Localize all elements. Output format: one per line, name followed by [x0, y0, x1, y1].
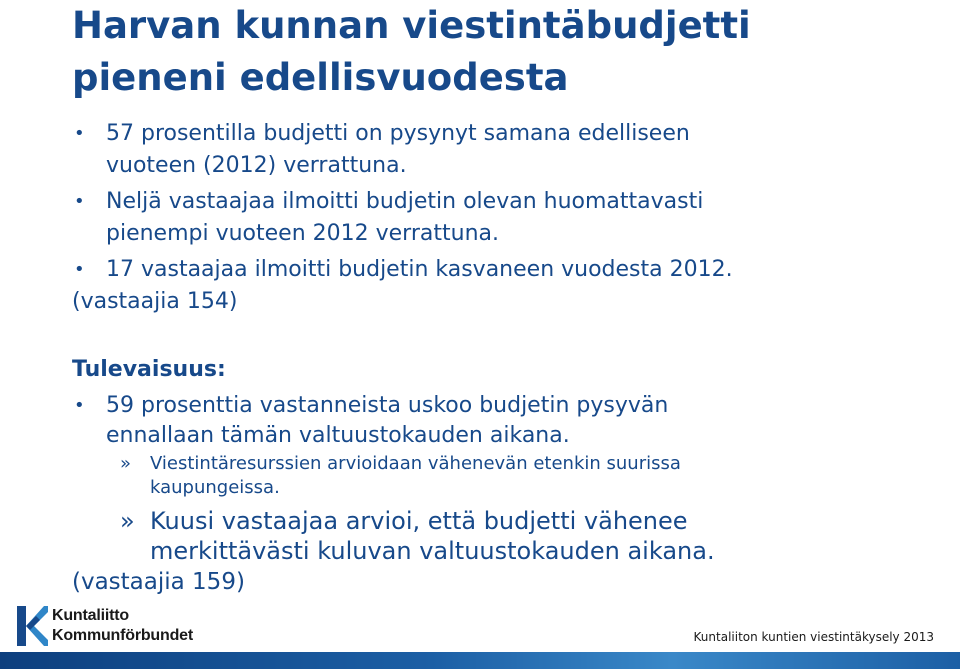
budget-bullets [72, 118, 952, 318]
bullet-line: ennallaan tämän valtuustokauden aikana. [106, 423, 570, 448]
slide-title [72, 0, 952, 104]
bullet-item [72, 390, 952, 450]
bullet-dot-icon: • [74, 123, 85, 144]
sub-bullet-line: merkittävästi kuluvan valtuustokauden aikana. [150, 537, 715, 565]
bullet-item [72, 254, 952, 286]
future-section [72, 354, 952, 598]
bullet-line: 57 prosentilla budjetti on pysynyt samana edelliseen [106, 121, 690, 146]
bullet-item [72, 118, 952, 182]
bullet-dot-icon: • [74, 259, 85, 280]
footer-band [0, 652, 960, 669]
bullet-dot-icon: • [74, 395, 85, 416]
bullet-line: pienempi vuoteen 2012 verrattuna. [106, 221, 499, 246]
slide-title-line-1: Harvan kunnan viestintäbudjetti [72, 4, 751, 47]
logo-text-line-1: Kuntaliitto [52, 607, 129, 624]
sub-bullet-item [72, 506, 952, 566]
sub-bullet-line: kaupungeissa. [150, 477, 280, 498]
footer-caption: Kuntaliiton kuntien viestintäkysely 2013 [693, 630, 934, 644]
sub-bullet-line: Viestintäresurssien arvioidaan vähenevän etenkin suurissa [150, 453, 681, 474]
future-heading: Tulevaisuus: [72, 357, 226, 382]
bullet-line: vuoteen (2012) verrattuna. [106, 153, 407, 178]
bullet-line: 59 prosenttia vastanneista uskoo budjetin pysyvän [106, 393, 669, 418]
kuntaliitto-logo [14, 604, 193, 648]
bullet-dot-icon: • [74, 191, 85, 212]
slide-title-line-2: pieneni edellisvuodesta [72, 56, 569, 99]
bullet-line: Neljä vastaajaa ilmoitti budjetin olevan huomattavasti [106, 189, 704, 214]
sub-bullet-line: Kuusi vastaajaa arvioi, että budjetti vähenee [150, 507, 688, 535]
chevron-right-icon: » [120, 453, 132, 474]
respondents-count: (vastaajia 154) [72, 289, 238, 314]
bullet-line: 17 vastaajaa ilmoitti budjetin kasvaneen vuodesta 2012. [106, 257, 733, 282]
logo-text-line-2: Kommunförbundet [52, 627, 193, 644]
sub-bullet-item [72, 452, 952, 500]
respondents-count: (vastaajia 159) [72, 569, 245, 595]
kuntaliitto-logo-icon [14, 604, 48, 648]
chevron-right-icon: » [120, 507, 135, 535]
bullet-item [72, 186, 952, 250]
